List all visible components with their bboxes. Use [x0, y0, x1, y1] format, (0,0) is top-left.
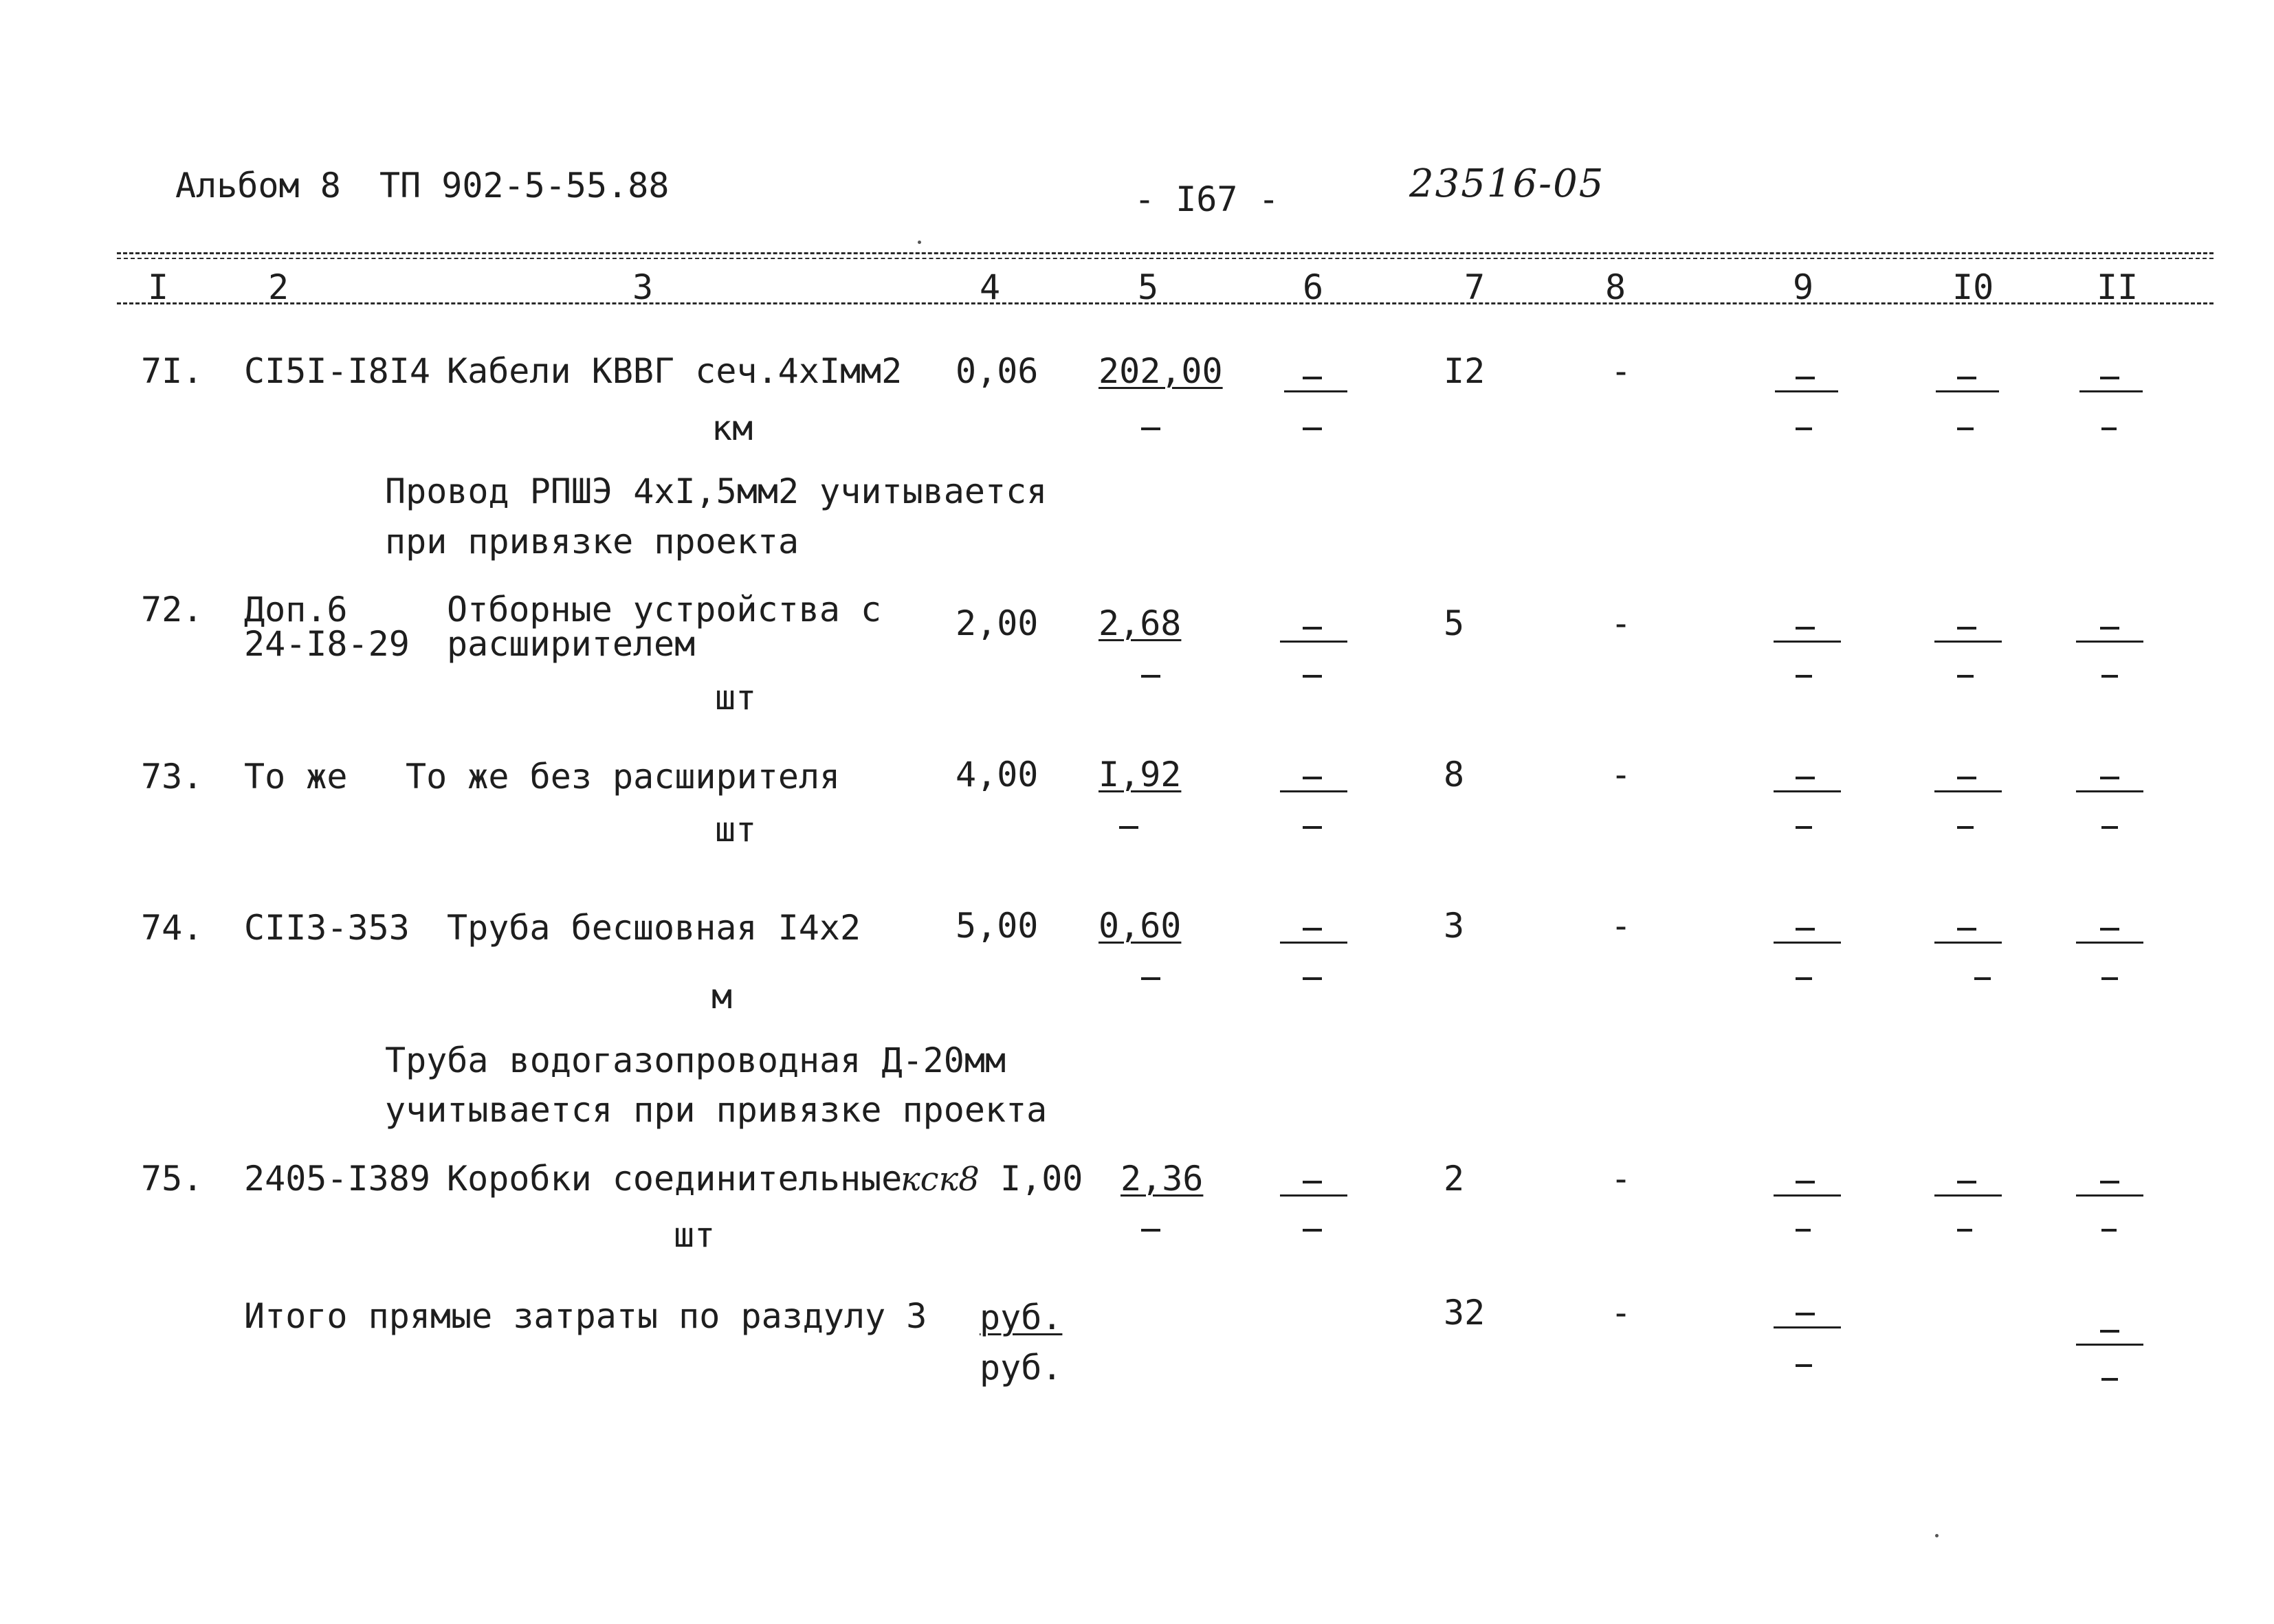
row-75-col10-dash [1957, 1181, 1976, 1183]
row-71-col11-fraction-line [2079, 390, 2143, 392]
row-75-col10-dash-bottom [1957, 1229, 1972, 1232]
col-header-8: 8 [1605, 267, 1626, 307]
row-72-col10-dash-bottom [1957, 675, 1974, 678]
row-73-col9-dash [1796, 777, 1815, 779]
row-73-name: То же без расширителя [406, 757, 841, 797]
row-72-col9-fraction-line [1774, 641, 1841, 643]
row-74-col9-fraction-line [1774, 942, 1841, 944]
row-73-col11-dash-bottom [2101, 826, 2118, 829]
row-75-col11-dash-bottom [2101, 1229, 2117, 1232]
top-rule-secondary [117, 258, 2214, 259]
col-header-4: 4 [980, 267, 1001, 307]
row-71-number: 7I. [141, 351, 203, 391]
row-74-col5-dash [1141, 977, 1160, 980]
row-75-col7: 2 [1444, 1159, 1465, 1199]
row-73-number: 73. [141, 757, 203, 797]
album-label: Альбом 8 [175, 166, 341, 205]
row-73-col6-dash [1303, 777, 1322, 779]
row-73-col8: - [1611, 755, 1632, 794]
top-rule [117, 252, 2214, 254]
row-75-col5-dash [1141, 1229, 1160, 1232]
col-header-10: I0 [1952, 267, 1994, 307]
row-75-col11-dash [2100, 1181, 2119, 1183]
row-74-qty: 5,00 [956, 906, 1039, 946]
row-72-col9-dash-bottom [1796, 675, 1812, 678]
row-73-col7: 8 [1444, 755, 1465, 794]
row-74-col10-fraction-line [1934, 942, 2002, 944]
col-header-2: 2 [268, 267, 289, 307]
total-col8: - [1611, 1293, 1632, 1333]
row-72-unit: шт [715, 678, 757, 718]
row-71-note-line-1: Провод РПШЭ 4хI,5мм2 учитывается [385, 471, 1048, 511]
total-col7: 32 [1444, 1293, 1486, 1333]
col-header-3: 3 [632, 267, 654, 307]
row-71-col10-fraction-line [1936, 390, 1999, 392]
row-72-col6-dash [1303, 627, 1322, 630]
total-col11-fraction-line [2076, 1344, 2143, 1346]
row-71-col11-dash [2100, 377, 2119, 379]
row-72-col10-dash [1957, 627, 1976, 630]
row-74-col10-dash-bottom [1974, 977, 1991, 980]
row-71-col6-dash-bottom [1303, 427, 1322, 430]
row-72-code-line-1: Доп.6 [244, 590, 348, 630]
row-71-col7: I2 [1444, 351, 1486, 391]
row-71-col6-dash [1303, 377, 1322, 379]
row-71-unit: км [711, 408, 753, 448]
row-72-col5-dash [1141, 675, 1160, 678]
col-header-11: II [2097, 267, 2139, 307]
row-74-col6-dash [1303, 928, 1322, 931]
row-73-qty: 4,00 [956, 755, 1039, 794]
row-72-col11-dash-bottom [2101, 675, 2118, 678]
row-75-qty: I,00 [1000, 1159, 1083, 1199]
col-header-1: I [148, 267, 169, 307]
row-75-col6-dash [1303, 1181, 1322, 1183]
row-73-col11-dash [2100, 777, 2119, 779]
row-74-col11-fraction-line [2076, 942, 2143, 944]
row-72-name-line-1: Отборные устройства с [447, 590, 882, 630]
row-71-col10-dash-bottom [1957, 427, 1974, 430]
total-col11-dash-bottom [2101, 1378, 2118, 1381]
row-73-col5-dash [1119, 826, 1138, 829]
row-74-note-line-2: учитывается при привязке проекта [385, 1090, 1048, 1130]
row-75-col6-dash-bottom [1303, 1229, 1322, 1232]
page-number: - I67 - [1134, 179, 1279, 219]
row-72-col6-dash-bottom [1303, 675, 1322, 678]
row-75-col10-fraction-line [1934, 1194, 2002, 1197]
row-74-col7: 3 [1444, 906, 1465, 946]
row-73-col11-fraction-line [2076, 790, 2143, 792]
row-72-qty: 2,00 [956, 603, 1039, 643]
row-75-col9-dash [1796, 1181, 1815, 1183]
row-74-price: 0,60 [1099, 906, 1182, 946]
total-col11-dash [2100, 1330, 2119, 1333]
row-72-name-line-2: расширителем [447, 624, 696, 664]
row-74-col9-dash-bottom [1796, 977, 1812, 980]
project-code: ТП 902-5-55.88 [379, 166, 670, 205]
row-71-col9-dash-bottom [1796, 427, 1812, 430]
row-73-code: То же [244, 757, 348, 797]
total-unit-2: руб. [980, 1348, 1063, 1388]
col-header-7: 7 [1464, 267, 1486, 307]
total-unit-1: руб. [980, 1298, 1063, 1337]
total-label: Итого прямые затраты по раздулу 3 [244, 1296, 927, 1336]
row-72-col11-fraction-line [2076, 641, 2143, 643]
row-74-col8: - [1611, 906, 1632, 946]
row-71-col8: - [1611, 351, 1632, 391]
header-bottom-rule [117, 302, 2214, 304]
row-73-price: I,92 [1099, 755, 1182, 794]
col-header-9: 9 [1793, 267, 1814, 307]
row-75-col8: - [1611, 1159, 1632, 1199]
row-74-col11-dash [2100, 928, 2119, 931]
row-72-col7: 5 [1444, 603, 1465, 643]
row-75-col11-fraction-line [2076, 1194, 2143, 1197]
row-75-number: 75. [141, 1159, 203, 1199]
row-72-col6-fraction-line [1280, 641, 1347, 643]
total-col9-fraction-line [1774, 1326, 1841, 1328]
row-73-col9-fraction-line [1774, 790, 1841, 792]
row-74-note-line-1: Труба водогазопроводная Д-20мм [385, 1041, 1006, 1080]
total-col9-dash-bottom [1796, 1364, 1812, 1367]
total-col9-dash [1796, 1313, 1815, 1315]
row-71-price: 202,00 [1099, 351, 1223, 391]
scan-speck-bottom [1935, 1534, 1939, 1537]
row-73-col6-fraction-line [1280, 790, 1347, 792]
row-71-code: CI5I-I8I4 [244, 351, 430, 391]
row-74-number: 74. [141, 908, 203, 948]
row-74-col9-dash [1796, 928, 1815, 931]
row-74-col6-fraction-line [1280, 942, 1347, 944]
row-74-code: CII3-353 [244, 908, 410, 948]
row-75-name: Коробки соединительные [447, 1159, 903, 1199]
row-74-unit: м [711, 977, 733, 1016]
row-75-col9-dash-bottom [1796, 1229, 1811, 1232]
row-75-col6-fraction-line [1280, 1194, 1347, 1197]
row-72-price: 2,68 [1099, 603, 1182, 643]
row-75-name-suffix: кск8 [901, 1160, 980, 1199]
row-74-col11-dash-bottom [2101, 977, 2118, 980]
row-71-col10-dash [1957, 377, 1976, 379]
row-74-col10-dash [1957, 928, 1976, 931]
row-71-col9-fraction-line [1775, 390, 1838, 392]
row-71-col9-dash [1796, 377, 1815, 379]
row-71-col6-fraction-line [1284, 390, 1347, 392]
row-72-col9-dash [1796, 627, 1815, 630]
row-72-code-line-2: 24-I8-29 [244, 624, 410, 664]
row-75-col9-fraction-line [1774, 1194, 1841, 1197]
row-72-col8: - [1611, 603, 1632, 643]
scan-speck [918, 241, 921, 244]
row-73-col10-fraction-line [1934, 790, 2002, 792]
row-73-col6-dash-bottom [1303, 826, 1322, 829]
row-71-note-line-2: при привязке проекта [385, 522, 799, 561]
row-75-price: 2,36 [1121, 1159, 1204, 1199]
row-72-number: 72. [141, 590, 203, 630]
row-75-unit: шт [674, 1215, 716, 1255]
handwritten-code: 23516-05 [1409, 162, 1605, 206]
col-header-5: 5 [1138, 267, 1159, 307]
row-71-col11-dash-bottom [2101, 427, 2117, 430]
row-74-name: Труба бесшовная I4х2 [447, 908, 861, 948]
row-72-col10-fraction-line [1934, 641, 2002, 643]
row-71-col5-dash [1141, 427, 1160, 430]
row-74-col6-dash-bottom [1303, 977, 1322, 980]
row-71-name: Кабели КВВГ сеч.4хIмм2 [447, 351, 903, 391]
row-73-col9-dash-bottom [1796, 826, 1812, 829]
row-73-col10-dash-bottom [1957, 826, 1974, 829]
row-73-unit: шт [715, 810, 757, 849]
row-73-col10-dash [1957, 777, 1976, 779]
row-71-qty: 0,06 [956, 351, 1039, 391]
row-75-code: 2405-I389 [244, 1159, 430, 1199]
col-header-6: 6 [1303, 267, 1324, 307]
row-72-col11-dash [2100, 627, 2119, 630]
